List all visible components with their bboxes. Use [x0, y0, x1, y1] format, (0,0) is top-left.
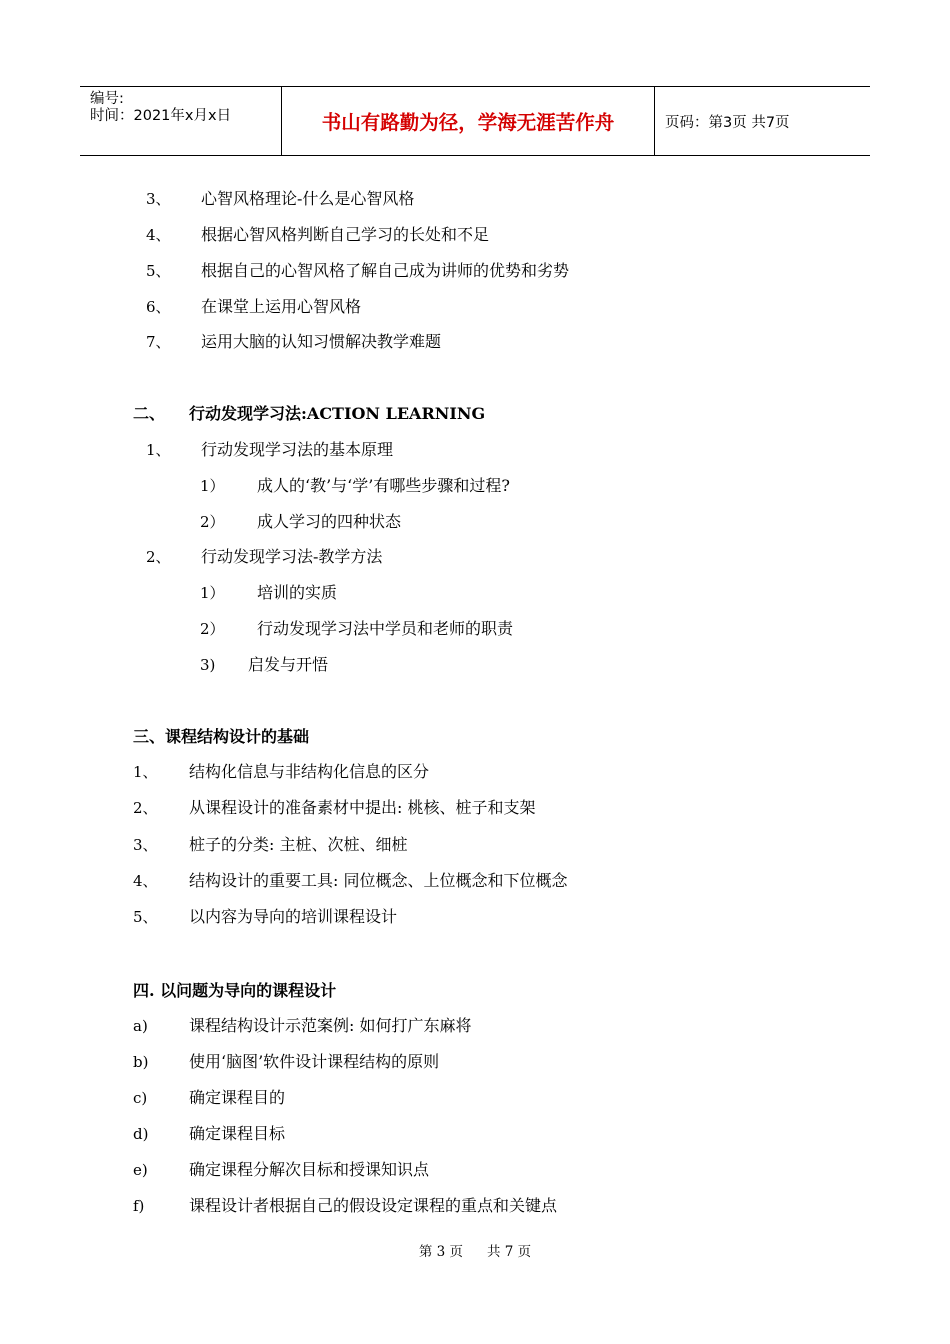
- list-item-number: 7、: [146, 333, 171, 351]
- list-item-number: 6、: [146, 298, 171, 316]
- list-item: 课程结构设计示范案例: 如何打广东麻将: [189, 1016, 472, 1035]
- list-item-number: b): [133, 1053, 149, 1071]
- list-item-number: 2、: [146, 548, 171, 566]
- list-item-number: 1、: [146, 441, 171, 459]
- list-item: 以内容为导向的培训课程设计: [189, 907, 398, 926]
- list-item-number: 4、: [133, 872, 158, 890]
- list-item-number: 2、: [133, 799, 158, 817]
- list-item: 使用‘脑图’软件设计课程结构的原则: [189, 1052, 440, 1071]
- list-item-number: e): [133, 1161, 148, 1179]
- list-item: 心智风格理论-什么是心智风格: [201, 189, 415, 208]
- sub-item: 成人的‘教’与‘学’有哪些步骤和过程?: [257, 476, 510, 495]
- list-item: 确定课程目的: [189, 1088, 286, 1107]
- header-motto: 书山有路勤为径，学海无涯苦作舟: [281, 87, 655, 155]
- list-item: 确定课程分解次目标和授课知识点: [189, 1160, 430, 1179]
- sub-item: 行动发现学习法中学员和老师的职责: [257, 619, 514, 638]
- sub-item-number: 3): [200, 656, 216, 674]
- sub-item-number: 1）: [200, 584, 225, 602]
- list-item: 结构化信息与非结构化信息的区分: [189, 762, 430, 781]
- list-item-number: 4、: [146, 226, 171, 244]
- list-item: 在课堂上运用心智风格: [201, 297, 362, 316]
- list-item: 根据自己的心智风格了解自己成为讲师的优势和劣势: [201, 261, 570, 280]
- list-item: 运用大脑的认知习惯解决教学难题: [201, 332, 442, 351]
- section-title: 四. 以问题为导向的课程设计: [133, 981, 337, 1000]
- list-item-number: 3、: [133, 836, 158, 854]
- sub-item: 启发与开悟: [248, 655, 329, 674]
- list-item: 行动发现学习法的基本原理: [201, 440, 394, 459]
- footer-total: 共 7 页: [487, 1244, 532, 1260]
- list-item-number: 5、: [146, 262, 171, 280]
- header-page-label: 页码：第3页 共7页: [665, 114, 790, 131]
- sub-item-number: 2）: [200, 513, 225, 531]
- list-item-number: a): [133, 1017, 148, 1035]
- time-label: 时间：2021年x月x日: [90, 108, 232, 124]
- page-footer: [0, 1240, 950, 1260]
- list-item: 桩子的分类: 主桩、次桩、细桩: [189, 835, 408, 854]
- list-item: 从课程设计的准备素材中提出: 桃核、桩子和支架: [189, 798, 536, 817]
- list-item-number: c): [133, 1089, 148, 1107]
- section-number: 二、: [133, 404, 166, 423]
- section-title: 行动发现学习法:ACTION LEARNING: [189, 404, 486, 423]
- list-item: 行动发现学习法-教学方法: [201, 547, 383, 566]
- sub-item: 成人学习的四种状态: [257, 512, 402, 531]
- list-item-number: f): [133, 1197, 145, 1215]
- serial-label: 编号:: [90, 91, 124, 107]
- list-item: 课程设计者根据自己的假设设定课程的重点和关键点: [189, 1196, 558, 1215]
- sub-item-number: 1）: [200, 477, 225, 495]
- list-item-number: 3、: [146, 190, 171, 208]
- list-item-number: 1、: [133, 763, 158, 781]
- list-item: 根据心智风格判断自己学习的长处和不足: [201, 225, 490, 244]
- header-left-cell: [80, 87, 281, 155]
- list-item-number: d): [133, 1125, 149, 1143]
- sub-item: 培训的实质: [257, 583, 338, 602]
- list-item: 结构设计的重要工具: 同位概念、上位概念和下位概念: [189, 871, 568, 890]
- list-item: 确定课程目标: [189, 1124, 286, 1143]
- sub-item-number: 2）: [200, 620, 225, 638]
- page-header: [80, 86, 870, 156]
- section-title: 三、课程结构设计的基础: [133, 727, 310, 746]
- footer-page: 第 3 页: [418, 1244, 463, 1260]
- list-item-number: 5、: [133, 908, 158, 926]
